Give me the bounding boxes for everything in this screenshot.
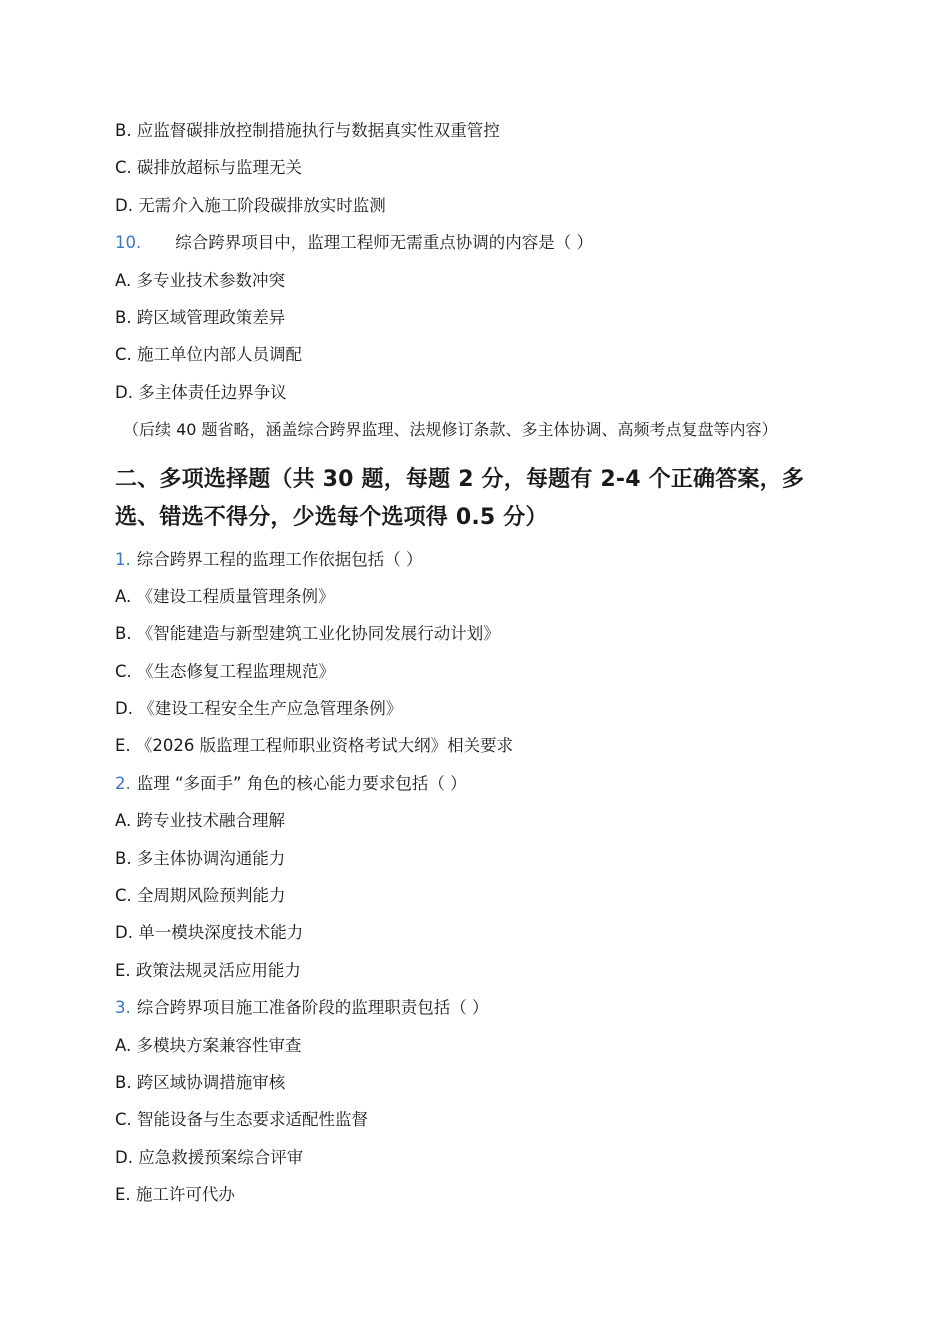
q10-option-a: A. 多专业技术参数冲突 (115, 270, 285, 290)
question-3 (115, 989, 845, 1026)
q3-option-e: E. 施工许可代办 (115, 1185, 235, 1205)
question-text: 综合跨界项目施工准备阶段的监理职责包括（ ） (136, 998, 489, 1018)
q1-option-d: D. 《建设工程安全生产应急管理条例》 (115, 699, 403, 719)
q10-option-b: B. 跨区域管理政策差异 (115, 307, 286, 327)
q2-option-c: C. 全周期风险预判能力 (115, 886, 286, 906)
q2-option-d: D. 单一模块深度技术能力 (115, 923, 304, 943)
question-text: 综合跨界工程的监理工作依据包括（ ） (136, 549, 423, 569)
question-text: 综合跨界项目中，监理工程师无需重点协调的内容是（ ） (175, 233, 593, 253)
q2-option-e: E. 政策法规灵活应用能力 (115, 960, 301, 980)
section-title: 二、多项选择题（共 30 题，每题 2 分，每题有 2-4 个正确答案，多选、错选不得分，少选每个选项得 0.5 分） (115, 466, 805, 530)
question-2 (115, 765, 845, 802)
question-1 (115, 541, 845, 578)
q9-option-d: D. 无需介入施工阶段碳排放实时监测 (115, 195, 386, 215)
q1-option-b: B. 《智能建造与新型建筑工业化协同发展行动计划》 (115, 624, 500, 644)
question-number: 10. (115, 233, 142, 253)
exam-page (115, 112, 845, 1214)
q10-option-c: C. 施工单位内部人员调配 (115, 345, 303, 365)
question-number: 1. (115, 549, 131, 569)
q3-option-c: C. 智能设备与生态要求适配性监督 (115, 1110, 369, 1130)
q1-option-e: E. 《2026 版监理工程师职业资格考试大纲》相关要求 (115, 736, 514, 756)
question-10 (115, 224, 845, 261)
q1-option-a: A. 《建设工程质量管理条例》 (115, 586, 335, 606)
q9-option-c: C. 碳排放超标与监理无关 (115, 158, 303, 178)
q2-option-a: A. 跨专业技术融合理解 (115, 811, 285, 831)
q2-option-b: B. 多主体协调沟通能力 (115, 848, 286, 868)
q3-option-a: A. 多模块方案兼容性审查 (115, 1035, 302, 1055)
q3-option-d: D. 应急救援预案综合评审 (115, 1147, 304, 1167)
question-number: 3. (115, 998, 131, 1018)
question-text: 监理 “多面手” 角色的核心能力要求包括（ ） (136, 773, 467, 793)
question-number: 2. (115, 773, 131, 793)
q3-option-b: B. 跨区域协调措施审核 (115, 1072, 286, 1092)
q10-option-d: D. 多主体责任边界争议 (115, 382, 287, 402)
omitted-note: （后续 40 题省略，涵盖综合跨界监理、法规修订条款、多主体协调、高频考点复盘等内容） (123, 420, 778, 440)
q9-option-b: B. 应监督碳排放控制措施执行与数据真实性双重管控 (115, 121, 500, 140)
q1-option-c: C. 《生态修复工程监理规范》 (115, 661, 336, 681)
